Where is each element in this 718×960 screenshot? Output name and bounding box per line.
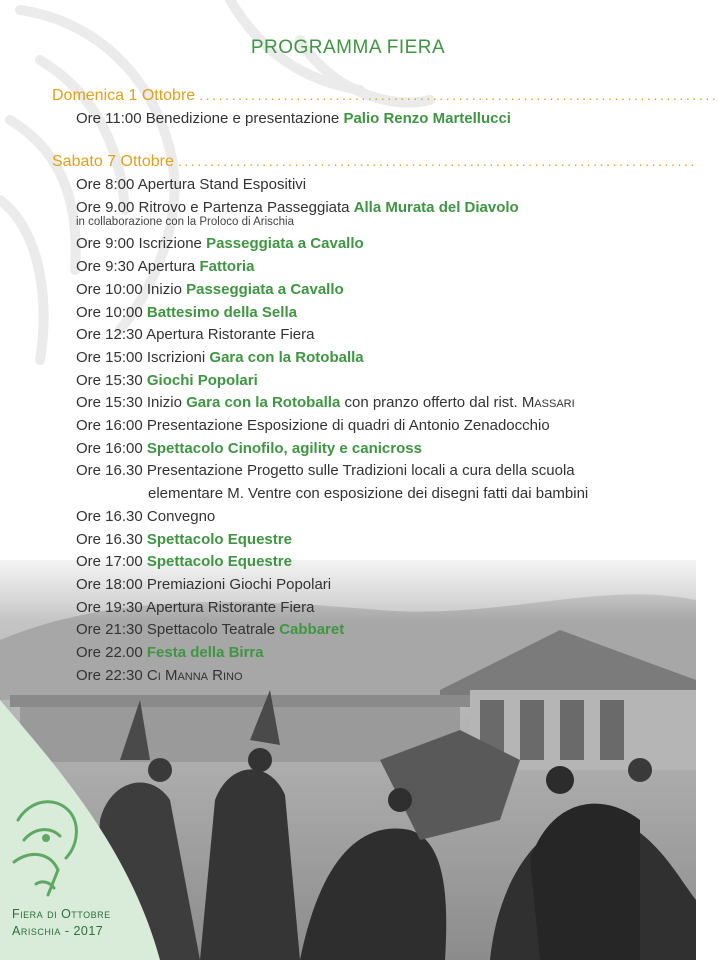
schedule-activity: Apertura Ristorante Fiera	[146, 326, 315, 344]
schedule-time: Ore 16.30	[76, 507, 143, 525]
schedule-highlight: Gara con la Rotoballa	[209, 348, 364, 366]
schedule-time: Ore 21:30	[76, 621, 143, 639]
schedule-row	[76, 553, 292, 571]
schedule-time: Ore 18:00	[76, 575, 143, 593]
schedule-time: Ore 9:30	[76, 258, 135, 276]
schedule-activity: Inizio	[146, 280, 182, 298]
schedule-row	[76, 440, 422, 458]
schedule-activity: Presentazione Progetto sulle Tradizioni locali a cura della scuola	[146, 462, 575, 480]
schedule-time: Ore 15:00	[76, 348, 143, 366]
schedule-row	[76, 110, 511, 128]
schedule-row	[76, 462, 575, 480]
schedule-row	[76, 199, 519, 217]
schedule-row	[76, 258, 254, 276]
schedule-row	[76, 667, 243, 685]
schedule-highlight: Giochi Popolari	[146, 371, 258, 389]
schedule-subnote: in collaborazione con la Proloco di Arischia	[76, 216, 294, 229]
schedule-name: Massari	[521, 394, 575, 412]
schedule-row	[76, 349, 364, 367]
schedule-time: Ore 19:30	[76, 598, 143, 616]
schedule-activity: Premiazioni Giochi Popolari	[146, 575, 332, 593]
footer-event-name: Fiera di Ottobre	[12, 907, 111, 921]
schedule-highlight: Battesimo della Sella	[146, 303, 297, 321]
schedule-activity: Iscrizione	[138, 235, 202, 253]
schedule-time: Ore 16.30	[76, 462, 143, 480]
schedule-highlight: Passeggiata a Cavallo	[206, 235, 364, 253]
schedule-time: Ore 22:30	[76, 666, 143, 684]
schedule-activity: Apertura Stand Espositivi	[137, 176, 307, 193]
schedule-activity: Ritrovo e Partenza Passeggiata	[138, 198, 350, 216]
schedule-time: Ore 15:30	[76, 394, 143, 412]
section-date: Domenica 1 Ottobre	[52, 87, 196, 104]
schedule-row	[76, 599, 314, 617]
dotted-leader: ................................................................................	[199, 87, 718, 103]
schedule-highlight: Fattoria	[199, 258, 255, 276]
section-heading	[52, 87, 718, 105]
schedule-note: con pranzo offerto dal rist.	[344, 394, 518, 412]
schedule-time: Ore 12:30	[76, 326, 143, 344]
schedule-time: Ore 15:30	[76, 371, 143, 389]
schedule-highlight: Cabbaret	[279, 621, 345, 639]
schedule-row	[76, 644, 264, 662]
section-heading	[52, 153, 698, 171]
schedule-row	[76, 394, 575, 412]
schedule-time: Ore 10:00	[76, 280, 143, 298]
schedule-row	[76, 508, 215, 526]
schedule-row	[76, 531, 292, 549]
schedule-activity: Presentazione Esposizione di quadri di Antonio Zenadocchio	[146, 417, 550, 434]
schedule-highlight: Palio Renzo Martellucci	[343, 110, 511, 127]
section-date: Sabato 7 Ottobre	[52, 153, 174, 170]
schedule-row	[76, 621, 344, 639]
schedule-row	[76, 176, 306, 194]
schedule-time: Ore 11:00	[76, 110, 142, 127]
schedule-highlight: Spettacolo Equestre	[146, 553, 292, 571]
schedule-time: Ore 16.30	[76, 530, 143, 548]
footer-location-year: Arischia - 2017	[12, 924, 104, 938]
schedule-time: Ore 16:00	[76, 417, 143, 434]
schedule-time: Ore 16:00	[76, 439, 143, 457]
schedule-row	[76, 372, 258, 390]
schedule-time: Ore 17:00	[76, 553, 143, 571]
schedule-row	[76, 281, 344, 299]
schedule-activity: Spettacolo Teatrale	[146, 621, 276, 639]
schedule-highlight: Gara con la Rotoballa	[186, 394, 341, 412]
schedule-activity: Convegno	[146, 507, 216, 525]
schedule-continuation: elementare M. Ventre con esposizione dei disegni fatti dai bambini	[148, 485, 589, 503]
schedule-name: Ci Manna Rino	[146, 666, 243, 684]
schedule-time: Ore 22.00	[76, 644, 143, 661]
schedule-highlight: Passeggiata a Cavallo	[186, 280, 344, 298]
schedule-time: Ore 9:00	[76, 235, 135, 253]
schedule-highlight: Spettacolo Cinofilo, agility e canicross	[146, 439, 422, 457]
schedule-row	[76, 326, 314, 344]
schedule-activity: Apertura Ristorante Fiera	[146, 598, 315, 616]
schedule-row	[76, 576, 331, 594]
schedule-time: Ore 9.00	[76, 198, 135, 216]
program-title: PROGRAMMA FIERA	[250, 37, 446, 58]
schedule-row	[76, 235, 364, 253]
schedule-highlight: Spettacolo Equestre	[146, 530, 292, 548]
schedule-highlight: Festa della Birra	[146, 644, 264, 661]
schedule-row	[76, 417, 550, 435]
schedule-activity: Iscrizioni	[146, 348, 206, 366]
schedule-highlight: Alla Murata del Diavolo	[353, 198, 519, 216]
schedule-row	[76, 304, 297, 322]
schedule-activity: Inizio	[146, 394, 182, 412]
dotted-leader: ................................................................................	[177, 153, 698, 169]
schedule-activity: Apertura	[137, 258, 196, 276]
schedule-time: Ore 10:00	[76, 303, 143, 321]
schedule-activity: Benedizione e presentazione	[145, 110, 340, 127]
schedule-time: Ore 8:00	[76, 176, 135, 193]
